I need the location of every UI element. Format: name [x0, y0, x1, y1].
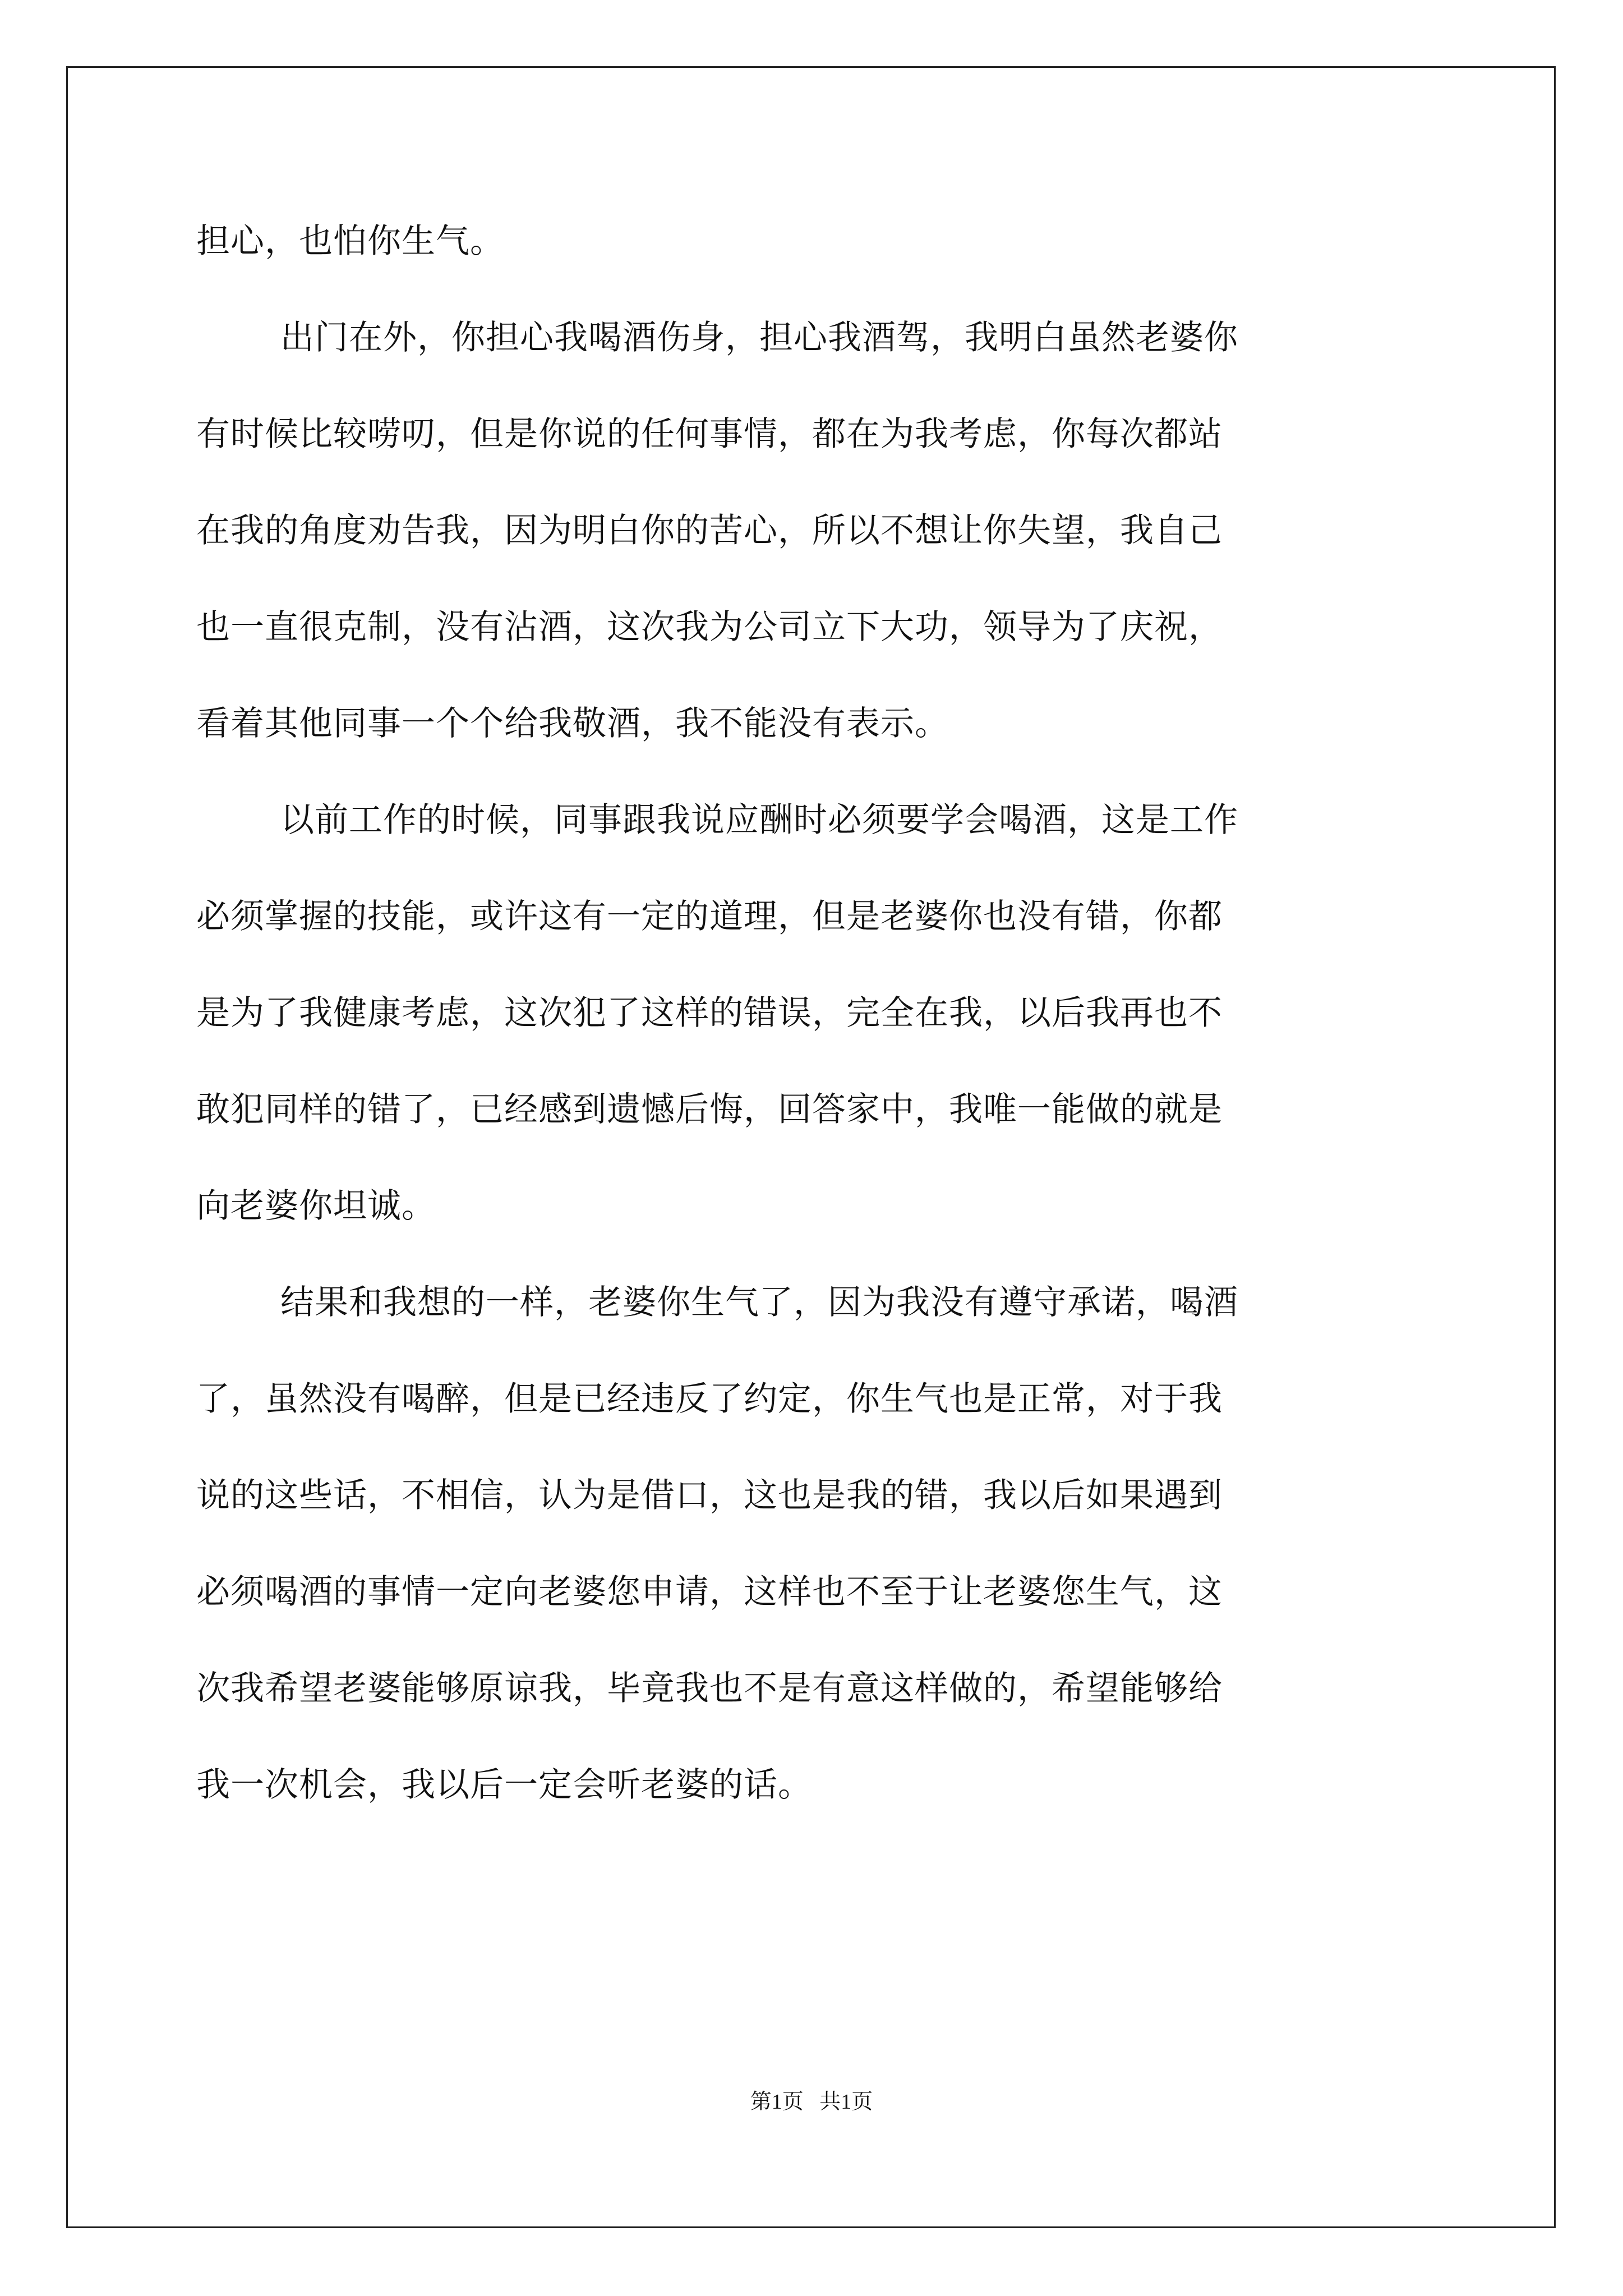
text-line: 必须掌握的技能，或许这有一定的道理，但是老婆你也没有错，你都	[196, 897, 1223, 936]
text-line: 以前工作的时候，同事跟我说应酬时必须要学会喝酒，这是工作	[280, 800, 1238, 840]
text-line: 向老婆你坦诚。	[196, 1186, 436, 1226]
text-line: 了，虽然没有喝醉，但是已经违反了约定，你生气也是正常，对于我	[196, 1379, 1223, 1419]
text-line: 是为了我健康考虑，这次犯了这样的错误，完全在我，以后我再也不	[196, 993, 1223, 1033]
text-line: 次我希望老婆能够原谅我，毕竟我也不是有意这样做的，希望能够给	[196, 1669, 1223, 1708]
text-line: 有时候比较唠叨，但是你说的任何事情，都在为我考虑，你每次都站	[196, 415, 1223, 454]
text-line: 敢犯同样的错了，已经感到遗憾后悔，回答家中，我唯一能做的就是	[196, 1090, 1223, 1129]
text-line: 担心，也怕你生气。	[196, 222, 504, 261]
text-line: 在我的角度劝告我，因为明白你的苦心，所以不想让你失望，我自己	[196, 511, 1223, 550]
text-line: 结果和我想的一样，老婆你生气了，因为我没有遵守承诺，喝酒	[280, 1283, 1238, 1322]
text-line: 必须喝酒的事情一定向老婆您申请，这样也不至于让老婆您生气，这	[196, 1572, 1223, 1612]
text-line: 看着其他同事一个个给我敬酒，我不能没有表示。	[196, 704, 949, 743]
text-line: 也一直很克制，没有沾酒，这次我为公司立下大功，领导为了庆祝，	[196, 608, 1223, 647]
page-number-footer: 第1页 共1页	[750, 2090, 873, 2114]
text-line: 出门在外，你担心我喝酒伤身，担心我酒驾，我明白虽然老婆你	[280, 318, 1238, 357]
text-line: 我一次机会，我以后一定会听老婆的话。	[196, 1765, 812, 1805]
text-line: 说的这些话，不相信，认为是借口，这也是我的错，我以后如果遇到	[196, 1476, 1223, 1515]
document-body	[196, 208, 1430, 1848]
